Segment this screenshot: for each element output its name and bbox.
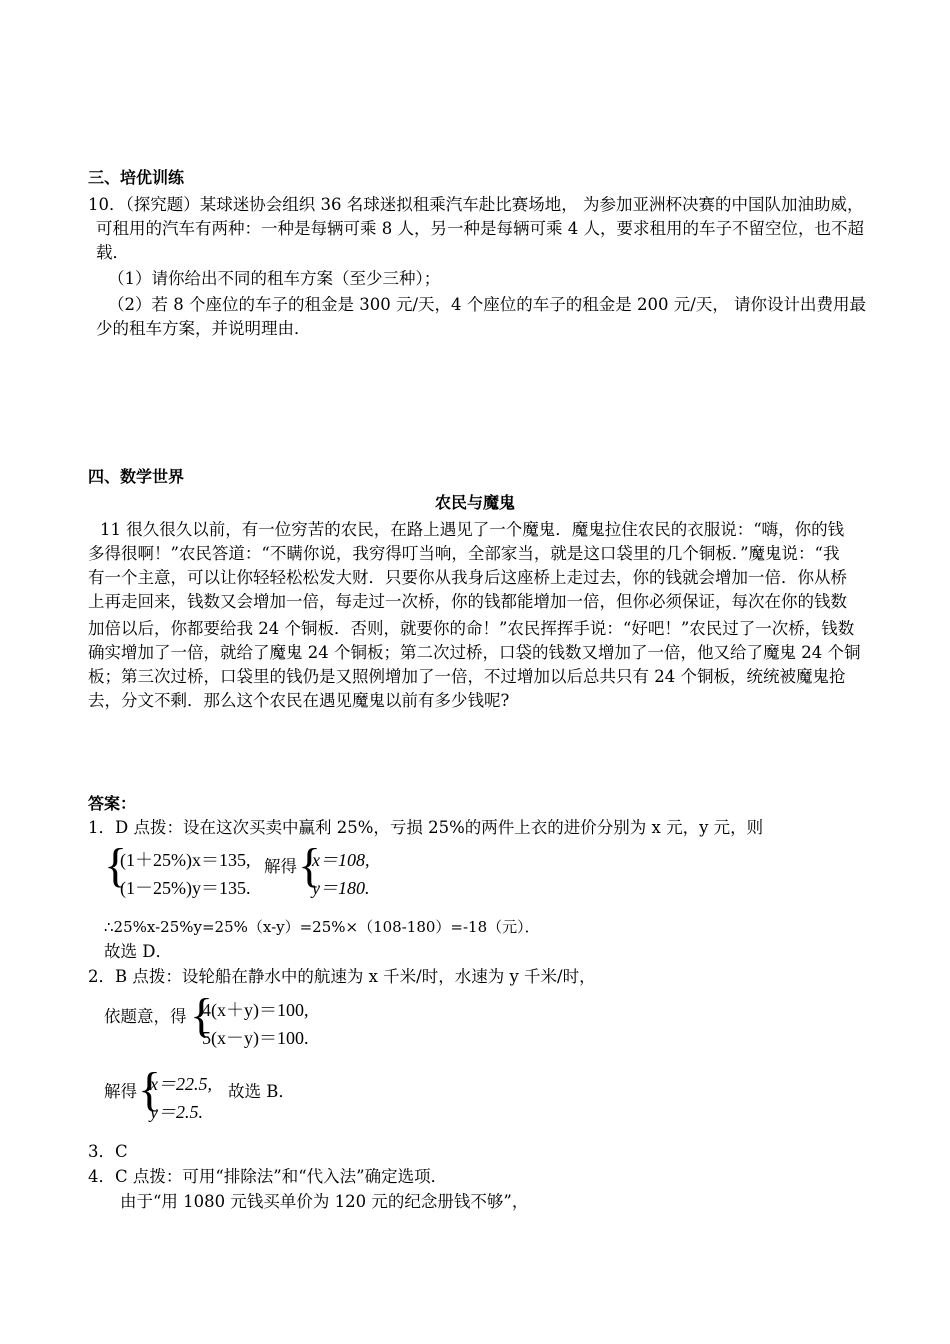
answer-1-line-2: ∴25%x-25%y=25%（x-y）=25%×（108-180）=-18（元）． [104, 918, 540, 936]
q10-part-2-line-2: 少的租车方案，并说明理由． [96, 319, 311, 338]
solution: x＝108, [312, 850, 370, 870]
q10-line-2: 可租用的汽车有两种：一种是每辆可乘 8 人，另一种是每辆可乘 4 人，要求租用的车子不留空位，也不超 [96, 219, 864, 238]
equation: (1＋25%)x＝135, [120, 850, 251, 870]
equation: (1－25%)y＝135. [120, 878, 251, 898]
story-line: 多得很啊！”农民答道：“不瞒你说，我穷得叮当响，全部家当，就是这口袋里的几个铜板．”魔鬼说：“我 [88, 544, 840, 563]
q10-line-3: 载． [96, 243, 129, 262]
answer-1-equation-system [104, 839, 264, 898]
story-line: 11 很久很久以前，有一位穷苦的农民，在路上遇见了一个魔鬼．魔鬼拉住农民的衣服说：“嗨，你的钱 [100, 520, 845, 539]
answer-2-label: 依题意，得 [104, 1007, 187, 1026]
section-heading-training: 三、培优训练 [88, 168, 185, 187]
equation: 5(x－y)＝100. [202, 1028, 309, 1048]
answer-2-solve-label: 解得 [104, 1082, 137, 1101]
answer-2-equation-system [190, 989, 330, 1048]
solution: y＝180. [312, 878, 370, 898]
answer-2-choose: 故选 B． [228, 1082, 295, 1101]
q10-part-2-line-1: （2）若 8 个座位的车子的租金是 300 元/天，4 个座位的车子的租金是 200 元/天， 请你设计出费用最 [108, 295, 867, 314]
answer-4-line-2: 由于“用 1080 元钱买单价为 120 元的纪念册钱不够”， [120, 1192, 529, 1211]
equation: 4(x＋y)＝100, [202, 1000, 309, 1020]
left-brace: { [104, 839, 128, 892]
story-line: 去，分文不剩．那么这个农民在遇见魔鬼以前有多少钱呢? [88, 691, 510, 710]
story-line: 确实增加了一倍，就给了魔鬼 24 个铜板；第二次过桥，口袋的钱数又增加了一倍，他又给了魔鬼 24 个铜 [88, 643, 861, 662]
left-brace: { [298, 839, 322, 892]
section-heading-math-world: 四、数学世界 [88, 467, 185, 486]
left-brace: { [138, 1063, 162, 1116]
left-brace: { [190, 989, 214, 1042]
answer-2-solution-system [138, 1063, 228, 1122]
story-line: 加倍以后，你都要给我 24 个铜板．否则，就要你的命！”农民挥挥手说：“好吧！”农民过了一次桥，钱数 [88, 619, 855, 638]
story-title: 农民与魔鬼 [434, 493, 515, 512]
answer-4-line-1: 4．C 点拨：可用“排除法”和“代入法”确定选项． [88, 1167, 448, 1186]
solution: y＝2.5. [150, 1102, 203, 1122]
solve-label: 解得 [264, 857, 297, 876]
answer-3: 3．C [88, 1142, 128, 1161]
answer-1-solution-system [298, 839, 388, 898]
solution: x＝22.5, [150, 1074, 212, 1094]
story-line: 板；第三次过桥，口袋里的钱仍是又照例增加了一倍，不过增加以后总共只有 24 个铜板，统统被魔鬼抢 [88, 667, 846, 686]
answer-1-line-1: 1．D 点拨：设在这次买卖中赢利 25%，亏损 25%的两件上衣的进价分别为 x 元，y 元，则 [88, 818, 764, 837]
answers-heading: 答案： [88, 794, 137, 813]
q10-line-1: 10．（探究题）某球迷协会组织 36 名球迷拟租乘汽车赴比赛场地， 为参加亚洲杯决赛的中国队加油助威， [88, 195, 864, 214]
story-line: 上再走回来，钱数又会增加一倍，每走过一次桥，你的钱都能增加一倍，但你必须保证，每次在你的钱数 [88, 592, 847, 611]
answer-1-line-3: 故选 D． [104, 942, 172, 961]
story-line: 有一个主意，可以让你轻轻松松发大财．只要你从我身后这座桥上走过去，你的钱就会增加一倍．你从桥 [88, 568, 847, 587]
q10-part-1: （1）请你给出不同的租车方案（至少三种）； [108, 269, 441, 288]
answer-2-line-1: 2．B 点拨：设轮船在静水中的航速为 x 千米/时，水速为 y 千米/时， [88, 967, 596, 986]
